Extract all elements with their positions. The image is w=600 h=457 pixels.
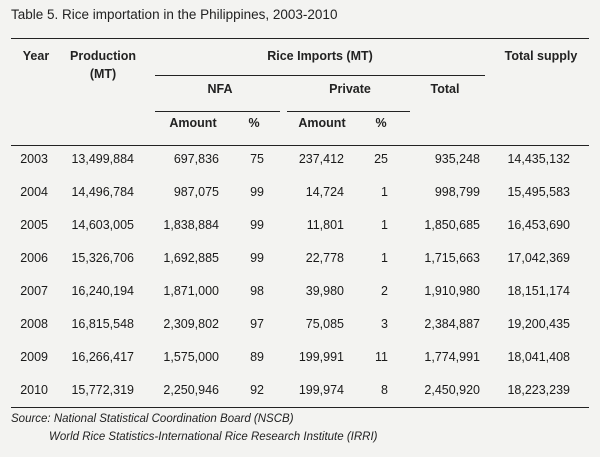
cell-private-pct: 1	[381, 251, 388, 265]
table-caption: Table 5. Rice importation in the Philippines, 2003-2010	[11, 7, 338, 22]
cell-total-supply: 19,200,435	[507, 317, 570, 331]
cell-production: 15,772,319	[71, 383, 134, 397]
cell-total-supply: 14,435,132	[507, 152, 570, 166]
header-total: Total	[430, 82, 460, 96]
cell-year: 2007	[20, 284, 48, 298]
cell-production: 15,326,706	[71, 251, 134, 265]
cell-private-amount: 22,778	[305, 251, 344, 265]
cell-total: 2,450,920	[424, 383, 480, 397]
cell-total: 935,248	[434, 152, 480, 166]
cell-private-amount: 11,801	[306, 218, 344, 232]
cell-year: 2004	[20, 185, 48, 199]
cell-total: 1,910,980	[424, 284, 480, 298]
cell-nfa-pct: 99	[250, 218, 264, 232]
header-bottom-rule	[11, 145, 589, 146]
source-line-1: Source: National Statistical Coordination Board (NSCB)	[11, 413, 294, 425]
cell-nfa-amount: 987,075	[173, 185, 219, 199]
header-nfa: NFA	[207, 82, 233, 96]
cell-private-pct: 25	[374, 152, 388, 166]
cell-nfa-pct: 92	[250, 383, 264, 397]
cell-nfa-amount: 1,575,000	[163, 350, 219, 364]
cell-private-pct: 1	[381, 218, 388, 232]
cell-production: 14,603,005	[71, 218, 134, 232]
cell-total-supply: 18,223,239	[507, 383, 570, 397]
cell-production: 13,499,884	[71, 152, 134, 166]
cell-private-pct: 2	[381, 284, 388, 298]
cell-year: 2005	[20, 218, 48, 232]
header-private: Private	[329, 82, 371, 96]
cell-production: 16,815,548	[71, 317, 134, 331]
cell-year: 2009	[20, 350, 48, 364]
table-row	[0, 381, 600, 399]
cell-production: 16,266,417	[71, 350, 134, 364]
cell-private-pct: 1	[381, 185, 388, 199]
header-production-line2: (MT)	[89, 67, 117, 81]
cell-nfa-amount: 697,836	[173, 152, 219, 166]
cell-private-pct: 11	[375, 350, 388, 364]
cell-total: 2,384,887	[424, 317, 480, 331]
cell-nfa-amount: 2,309,802	[163, 317, 219, 331]
cell-year: 2008	[20, 317, 48, 331]
header-production-line1: Production	[70, 49, 136, 63]
header-total-supply: Total supply	[504, 49, 578, 63]
table-row	[0, 282, 600, 300]
cell-private-amount: 199,974	[298, 383, 344, 397]
cell-nfa-amount: 1,692,885	[163, 251, 219, 265]
cell-private-pct: 8	[381, 383, 388, 397]
cell-nfa-amount: 1,838,884	[163, 218, 219, 232]
table-row	[0, 249, 600, 267]
cell-nfa-pct: 98	[250, 284, 264, 298]
cell-total: 1,774,991	[424, 350, 480, 364]
header-nfa-pct: %	[248, 116, 260, 130]
header-private-amount: Amount	[298, 116, 346, 130]
table-bottom-rule	[11, 407, 589, 408]
private-rule	[287, 111, 410, 112]
cell-total-supply: 18,041,408	[507, 350, 570, 364]
cell-private-pct: 3	[381, 317, 388, 331]
nfa-rule	[155, 111, 280, 112]
cell-nfa-pct: 97	[250, 317, 264, 331]
cell-total-supply: 17,042,369	[507, 251, 570, 265]
cell-nfa-amount: 1,871,000	[163, 284, 219, 298]
source-line-2: World Rice Statistics-International Rice Research Institute (IRRI)	[49, 431, 378, 443]
cell-total: 1,850,685	[424, 218, 480, 232]
cell-private-amount: 14,724	[305, 185, 344, 199]
cell-nfa-pct: 99	[250, 185, 264, 199]
cell-production: 14,496,784	[71, 185, 134, 199]
cell-private-amount: 39,980	[305, 284, 344, 298]
cell-private-amount: 237,412	[298, 152, 344, 166]
cell-total: 998,799	[434, 185, 480, 199]
cell-nfa-pct: 89	[250, 350, 264, 364]
cell-production: 16,240,194	[71, 284, 134, 298]
rice-imports-rule	[155, 75, 485, 76]
cell-nfa-amount: 2,250,946	[163, 383, 219, 397]
cell-nfa-pct: 99	[250, 251, 264, 265]
header-rice-imports: Rice Imports (MT)	[267, 49, 373, 63]
cell-private-amount: 75,085	[305, 317, 344, 331]
cell-nfa-pct: 75	[250, 152, 264, 166]
cell-total-supply: 18,151,174	[507, 284, 570, 298]
header-private-pct: %	[375, 116, 387, 130]
table-row	[0, 150, 600, 168]
header-nfa-amount: Amount	[169, 116, 217, 130]
table-row	[0, 315, 600, 333]
cell-private-amount: 199,991	[298, 350, 344, 364]
table-row	[0, 348, 600, 366]
cell-total-supply: 15,495,583	[507, 185, 570, 199]
cell-year: 2006	[20, 251, 48, 265]
cell-year: 2003	[20, 152, 48, 166]
table-top-rule	[11, 38, 589, 39]
cell-total: 1,715,663	[424, 251, 480, 265]
table-row	[0, 216, 600, 234]
table-row	[0, 183, 600, 201]
cell-total-supply: 16,453,690	[507, 218, 570, 232]
cell-year: 2010	[20, 383, 48, 397]
header-year: Year	[22, 49, 50, 63]
